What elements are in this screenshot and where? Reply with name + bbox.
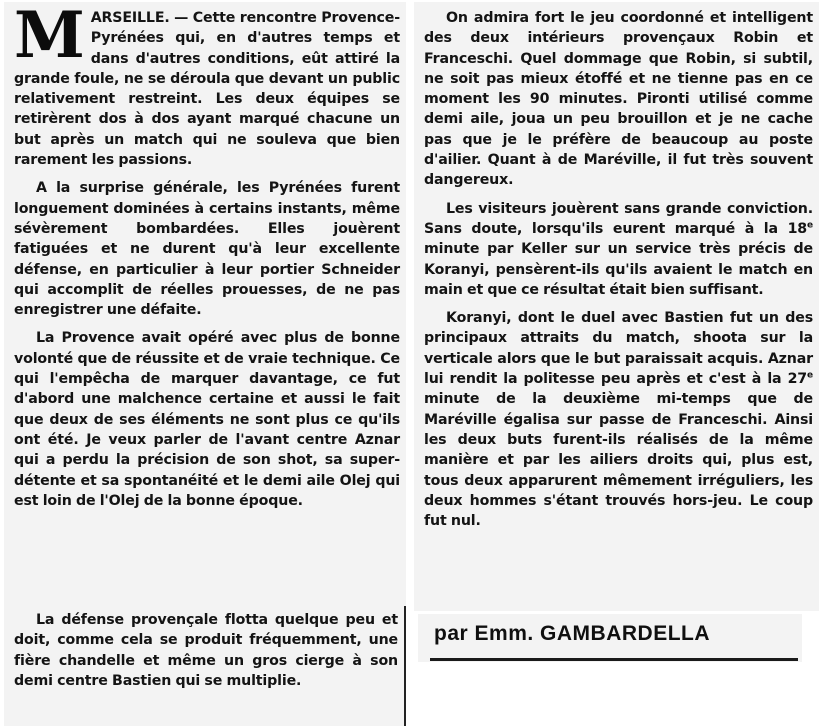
byline-rule xyxy=(430,658,798,661)
paragraph-6-text-a: Les visiteurs jouèrent sans grande conviction. Sans doute, lorsqu'ils eurent marqué à la 18 xyxy=(424,200,813,237)
article-paragraph-3: La Provence avait opéré avec plus de bonne volonté que de réussite et de vraie technique. Ce qui l'empêcha de marquer davantage, ce fut d'abord une malchence certaine et aussi le fait que deux de ses éléments ne sont plus ce qu'ils ont été. Je veux parler de l'avant centre Aznar qui a perdu la précision de son shot, sa super-détente et sa spontanéité et le demi aile Olej qui est loin de l'Olej de la bonne époque. xyxy=(14,330,400,509)
article-column-left-continued xyxy=(4,606,406,726)
paragraph-1-text: ARSEILLE. — Cette rencontre Provence-Pyrénées qui, en d'autres temps et dans d'autres conditions, eût attiré la grande foule, ne se déroula que devant un public relativement restreint. Les deux équipes se retirèrent dos à dos ayant marqué chacune un but après un match qui ne souleva que bien rarement les passions. xyxy=(14,10,400,169)
drop-cap: M xyxy=(14,0,85,73)
ordinal-suffix: e xyxy=(807,370,813,381)
paragraph-7-text-b: minute de la deuxième mi-temps que de Maréville égalisa sur passe de Franceschi. Ainsi les deux buts furent-ils réalisés de la même manière et par les ailiers droits qui, plus est, tous deux apparurent mêmement irréguliers, les deux hommes s'étant trouvés hors-jeu. Le coup fut nul. xyxy=(424,391,813,530)
byline-box xyxy=(418,614,802,662)
article-paragraph-2: A la surprise générale, les Pyrénées furent longuement dominées à certains instants, même sévèrement bombardées. Elles jouèrent fatiguées et ne durent qu'à leur excellente défense, en particulier à leur portier Schneider qui accomplit de réelles prouesses, de ne pas enregistrer une défaite. xyxy=(14,180,400,319)
paragraph-6-text-b: minute par Keller sur un service très précis de Koranyi, pensèrent-ils qu'ils avaient le match en main et que ce résultat était bien suffisant. xyxy=(424,241,813,298)
article-paragraph-7 xyxy=(424,308,813,531)
article-paragraph-1 xyxy=(14,0,400,170)
ordinal-suffix: e xyxy=(807,220,813,231)
paragraph-7-text-a: Koranyi, dont le duel avec Bastien fut un des principaux attraits du match, shoota sur la verticale alors que le but paraissait acquis. Aznar lui rendit la politesse peu après et c'est à la 27 xyxy=(424,310,813,388)
author-byline: par Emm. GAMBARDELLA xyxy=(434,622,711,645)
article-paragraph-4: La défense provençale flotta quelque peu et doit, comme cela se produit fréquemment, une fière chandelle et même un gros cierge à son demi centre Bastien qui se multiplie. xyxy=(14,612,398,689)
article-column-left xyxy=(4,2,406,606)
article-column-right xyxy=(414,2,819,611)
article-paragraph-5: On admira fort le jeu coordonné et intelligent des deux intérieurs provençaux Robin et Franceschi. Quel dommage que Robin, si subtil, ne soit pas mieux étoffé et ne tienne pas en ce moment les 90 minutes. Pironti utilisé comme demi aile, joua un peu brouillon et je ne cache pas que je le préfère de beaucoup au poste d'ailier. Quant à de Maréville, il fut très souvent dangereux. xyxy=(424,10,813,189)
article-paragraph-6 xyxy=(424,199,813,300)
